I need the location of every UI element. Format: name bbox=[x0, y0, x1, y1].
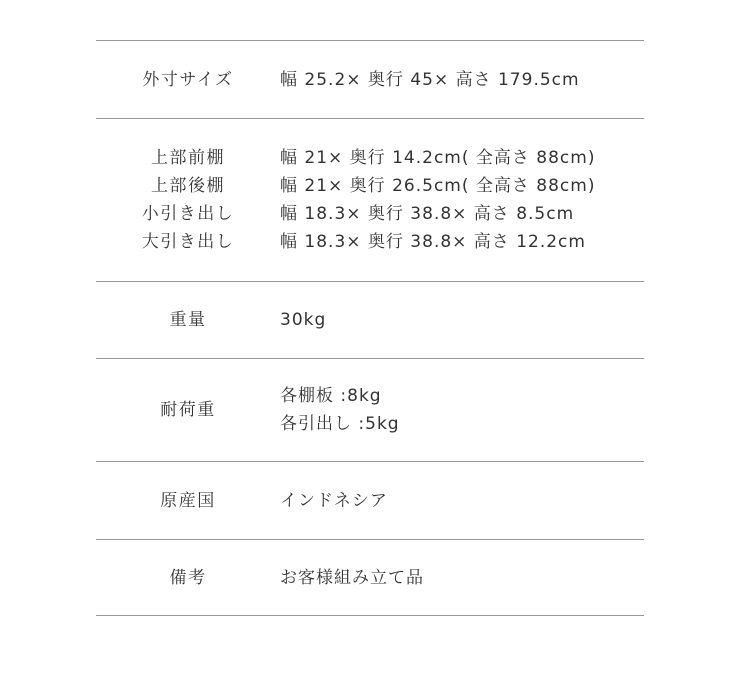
spec-value-text: 幅 21× 奥行 14.2cm( 全高さ 88cm) bbox=[280, 148, 596, 168]
spec-label-text: 小引き出し bbox=[141, 204, 235, 224]
spec-value-text: 各棚板 :8kg bbox=[280, 386, 382, 406]
spec-label-text: 備考 bbox=[169, 567, 207, 588]
spec-row-load-capacity bbox=[96, 358, 644, 461]
spec-value-text: 幅 25.2× 奥行 45× 高さ 179.5cm bbox=[280, 69, 580, 90]
spec-label-text: 上部後棚 bbox=[151, 176, 225, 196]
spec-label bbox=[96, 359, 280, 461]
spec-value bbox=[280, 282, 644, 358]
spec-label-text: 大引き出し bbox=[141, 232, 235, 252]
spec-value-text: インドネシア bbox=[280, 490, 388, 511]
spec-label bbox=[96, 282, 280, 358]
spec-value bbox=[280, 462, 644, 539]
spec-value-text: 幅 21× 奥行 26.5cm( 全高さ 88cm) bbox=[280, 176, 596, 196]
spec-value bbox=[280, 41, 644, 118]
spec-label bbox=[96, 540, 280, 615]
spec-value-text: お客様組み立て品 bbox=[280, 567, 424, 588]
spec-label-text: 原産国 bbox=[160, 490, 216, 511]
spec-value-text: 30kg bbox=[280, 310, 327, 330]
spec-label-text: 外寸サイズ bbox=[142, 69, 234, 90]
spec-label bbox=[96, 119, 280, 281]
spec-row-dimensions bbox=[96, 40, 644, 118]
spec-row-origin bbox=[96, 461, 644, 539]
spec-label bbox=[96, 462, 280, 539]
spec-row-weight bbox=[96, 281, 644, 358]
spec-table bbox=[96, 40, 644, 616]
spec-label-text: 耐荷重 bbox=[160, 400, 216, 420]
spec-value bbox=[280, 119, 644, 281]
spec-value bbox=[280, 359, 644, 461]
spec-label-text: 重量 bbox=[169, 310, 207, 330]
spec-label-text: 上部前棚 bbox=[151, 148, 225, 168]
spec-value-text: 幅 18.3× 奥行 38.8× 高さ 12.2cm bbox=[280, 232, 586, 252]
spec-label bbox=[96, 41, 280, 118]
spec-value-text: 幅 18.3× 奥行 38.8× 高さ 8.5cm bbox=[280, 204, 575, 224]
spec-value bbox=[280, 540, 644, 615]
spec-row-notes bbox=[96, 539, 644, 616]
spec-value-text: 各引出し :5kg bbox=[280, 414, 400, 434]
spec-row-parts bbox=[96, 118, 644, 281]
